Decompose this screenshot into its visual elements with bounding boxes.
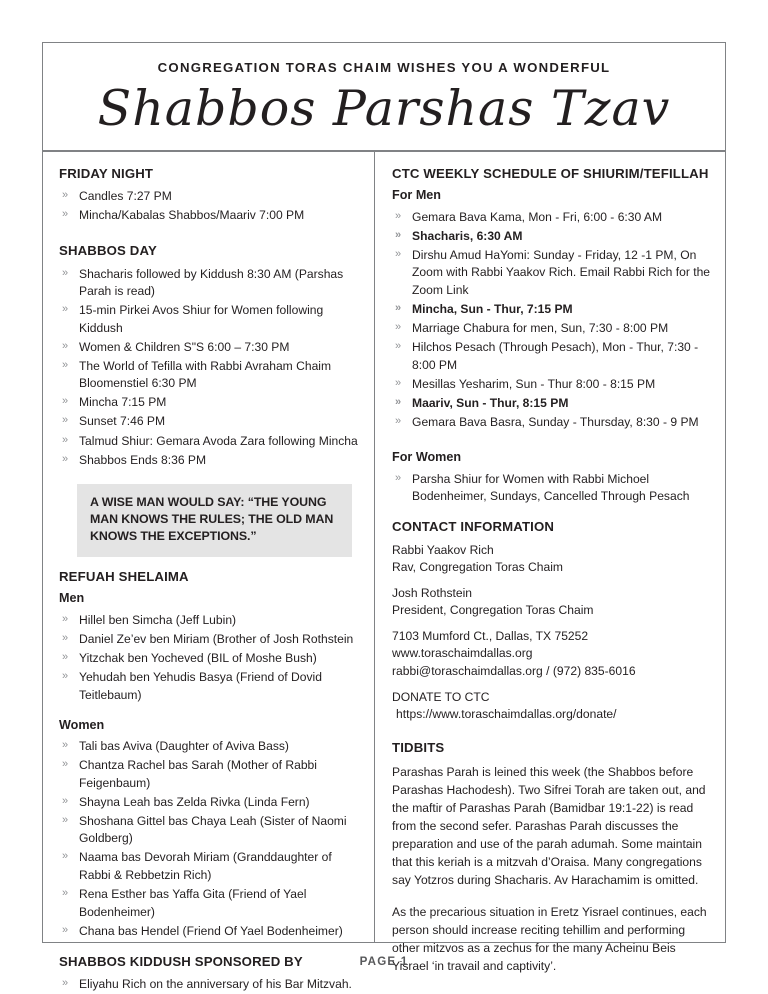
list-item: » Dirshu Amud HaYomi: Sunday - Friday, 12 -1 PM, On Zoom with Rabbi Yaakov Rich. Email Rabbi Rich for the Zoom Link — [392, 247, 711, 300]
list-item: » Maariv, Sun - Thur, 8:15 PM — [392, 395, 711, 413]
page-number-label: PAGE 1 — [359, 955, 409, 968]
contact-president — [392, 585, 711, 619]
list-item: » Talmud Shiur: Gemara Avoda Zara following Mincha — [59, 433, 360, 451]
page-title: Shabbos Parshas Tzav — [97, 79, 671, 137]
subheading-for-women: For Women — [392, 449, 462, 464]
rabbi-name: Rabbi Yaakov Rich — [392, 542, 494, 557]
list-item: » Daniel Ze’ev ben Miriam (Brother of Josh Rothstein — [59, 631, 360, 649]
list-item: » Shayna Leah bas Zelda Rivka (Linda Fern) — [59, 794, 360, 812]
section-heading-tidbits: TIDBITS — [392, 740, 445, 756]
page-footer — [42, 952, 726, 970]
schedule-men-list — [392, 209, 711, 431]
list-item: » Tali bas Aviva (Daughter of Aviva Bass) — [59, 738, 360, 756]
schedule-women-list — [392, 471, 711, 506]
paragraph: Parashas Parah is leined this week (the Shabbos before Parashas Hachodesh). Two Sifrei Torah are taken out, and the maftir of Parashas Parah (Bamidbar 19:1-22) is read from the second sefer. Parashas Parah discusses the preparation and use of the parah adumah. Some maintain that this keriah is a mitzvah d’Oraisa. Many congregations say Yotzros during Shacharis. Av Harachamim is omitted. — [392, 764, 706, 888]
contact-details — [392, 628, 711, 680]
tidbits-body — [392, 763, 711, 976]
list-item: » Shacharis, 6:30 AM — [392, 228, 711, 246]
contact-rabbi — [392, 542, 711, 576]
president-title: President, Congregation Toras Chaim — [392, 603, 594, 618]
list-item: » Eliyahu Rich on the anniversary of his Bar Mitzvah. — [59, 976, 360, 994]
website-link[interactable]: www.toraschaimdallas.org — [392, 646, 533, 661]
subheading-women: Women — [59, 717, 105, 732]
list-item: » Hillel ben Simcha (Jeff Lubin) — [59, 612, 360, 630]
address: 7103 Mumford Ct., Dallas, TX 75252 — [392, 629, 589, 644]
list-item: » Rena Esther bas Yaffa Gita (Friend of Yael Bodenheimer) — [59, 886, 360, 921]
email-and-phone[interactable]: rabbi@toraschaimdallas.org / (972) 835-6016 — [392, 663, 636, 678]
section-heading-weekly-schedule: CTC WEEKLY SCHEDULE OF SHIURIM/TEFILLAH — [392, 165, 709, 181]
refuah-men-list — [59, 612, 360, 704]
refuah-women-list — [59, 738, 360, 940]
list-item: » Shabbos Ends 8:36 PM — [59, 452, 360, 470]
list-item: » Shacharis followed by Kiddush 8:30 AM (Parshas Parah is read) — [59, 266, 360, 301]
list-item: » Gemara Bava Kama, Mon - Fri, 6:00 - 6:30 AM — [392, 209, 711, 227]
section-heading-refuah-shelaima: REFUAH SHELAIMA — [59, 568, 189, 584]
quote-box — [77, 484, 352, 557]
section-heading-contact-information: CONTACT INFORMATION — [392, 519, 555, 535]
donate-link[interactable]: https://www.toraschaimdallas.org/donate/ — [396, 706, 617, 721]
section-heading-shabbos-day: SHABBOS DAY — [59, 243, 157, 259]
list-item: » Women & Children S"S 6:00 – 7:30 PM — [59, 339, 360, 357]
section-heading-friday-night: FRIDAY NIGHT — [59, 165, 154, 181]
list-item: » Yitzchak ben Yocheved (BIL of Moshe Bush) — [59, 650, 360, 668]
list-item: » Hilchos Pesach (Through Pesach), Mon - Thur, 7:30 - 8:00 PM — [392, 339, 711, 374]
donate-block — [392, 689, 711, 723]
list-item: » 15-min Pirkei Avos Shiur for Women following Kiddush — [59, 302, 360, 337]
quote-text: A WISE MAN WOULD SAY: “THE YOUNG MAN KNOWS THE RULES; THE OLD MAN KNOWS THE EXCEPTIONS.” — [90, 495, 334, 543]
donate-label: DONATE TO CTC — [392, 689, 490, 704]
header-kicker: CONGREGATION TORAS CHAIM WISHES YOU A WONDERFUL — [157, 60, 611, 75]
friday-night-list — [59, 188, 360, 225]
page-header — [43, 43, 725, 152]
list-item: » Naama bas Devorah Miriam (Granddaughter of Rabbi & Rebbetzin Rich) — [59, 849, 360, 884]
list-item: » Chantza Rachel bas Sarah (Mother of Rabbi Feigenbaum) — [59, 757, 360, 792]
list-item: » Yehudah ben Yehudis Basya (Friend of Dovid Teitlebaum) — [59, 669, 360, 704]
paragraph: As the precarious situation in Eretz Yisrael continues, each person should increase reciting tehillim and performing other mitzvos as a zechus for the many Acheinu Beis Yisrael ‘in travail and captivity’. — [392, 904, 707, 974]
list-item: » Candles 7:27 PM — [59, 188, 360, 206]
subheading-for-men: For Men — [392, 188, 442, 203]
president-name: Josh Rothstein — [392, 585, 473, 600]
list-item: » Sunset 7:46 PM — [59, 413, 360, 431]
section-heading-shabbos-kiddush: SHABBOS KIDDUSH SPONSORED BY — [59, 953, 303, 969]
kiddush-list — [59, 976, 360, 994]
subheading-men: Men — [59, 591, 85, 606]
list-item: » Mincha, Sun - Thur, 7:15 PM — [392, 301, 711, 319]
shabbos-day-list — [59, 266, 360, 469]
list-item: » Mincha/Kabalas Shabbos/Maariv 7:00 PM — [59, 207, 360, 225]
list-item: » Shoshana Gittel bas Chaya Leah (Sister of Naomi Goldberg) — [59, 813, 360, 848]
list-item: » The World of Tefilla with Rabbi Avraham Chaim Bloomenstiel 6:30 PM — [59, 358, 360, 393]
list-item: » Parsha Shiur for Women with Rabbi Michoel Bodenheimer, Sundays, Cancelled Through Pesach — [392, 471, 711, 506]
list-item: » Mesillas Yesharim, Sun - Thur 8:00 - 8:15 PM — [392, 376, 711, 394]
list-item: » Mincha 7:15 PM — [59, 394, 360, 412]
list-item: » Marriage Chabura for men, Sun, 7:30 - 8:00 PM — [392, 320, 711, 338]
left-column — [43, 152, 374, 992]
list-item: » Gemara Bava Basra, Sunday - Thursday, 8:30 - 9 PM — [392, 414, 711, 432]
list-item: » Chana bas Hendel (Friend Of Yael Bodenheimer) — [59, 923, 360, 941]
rabbi-title: Rav, Congregation Toras Chaim — [392, 559, 563, 574]
